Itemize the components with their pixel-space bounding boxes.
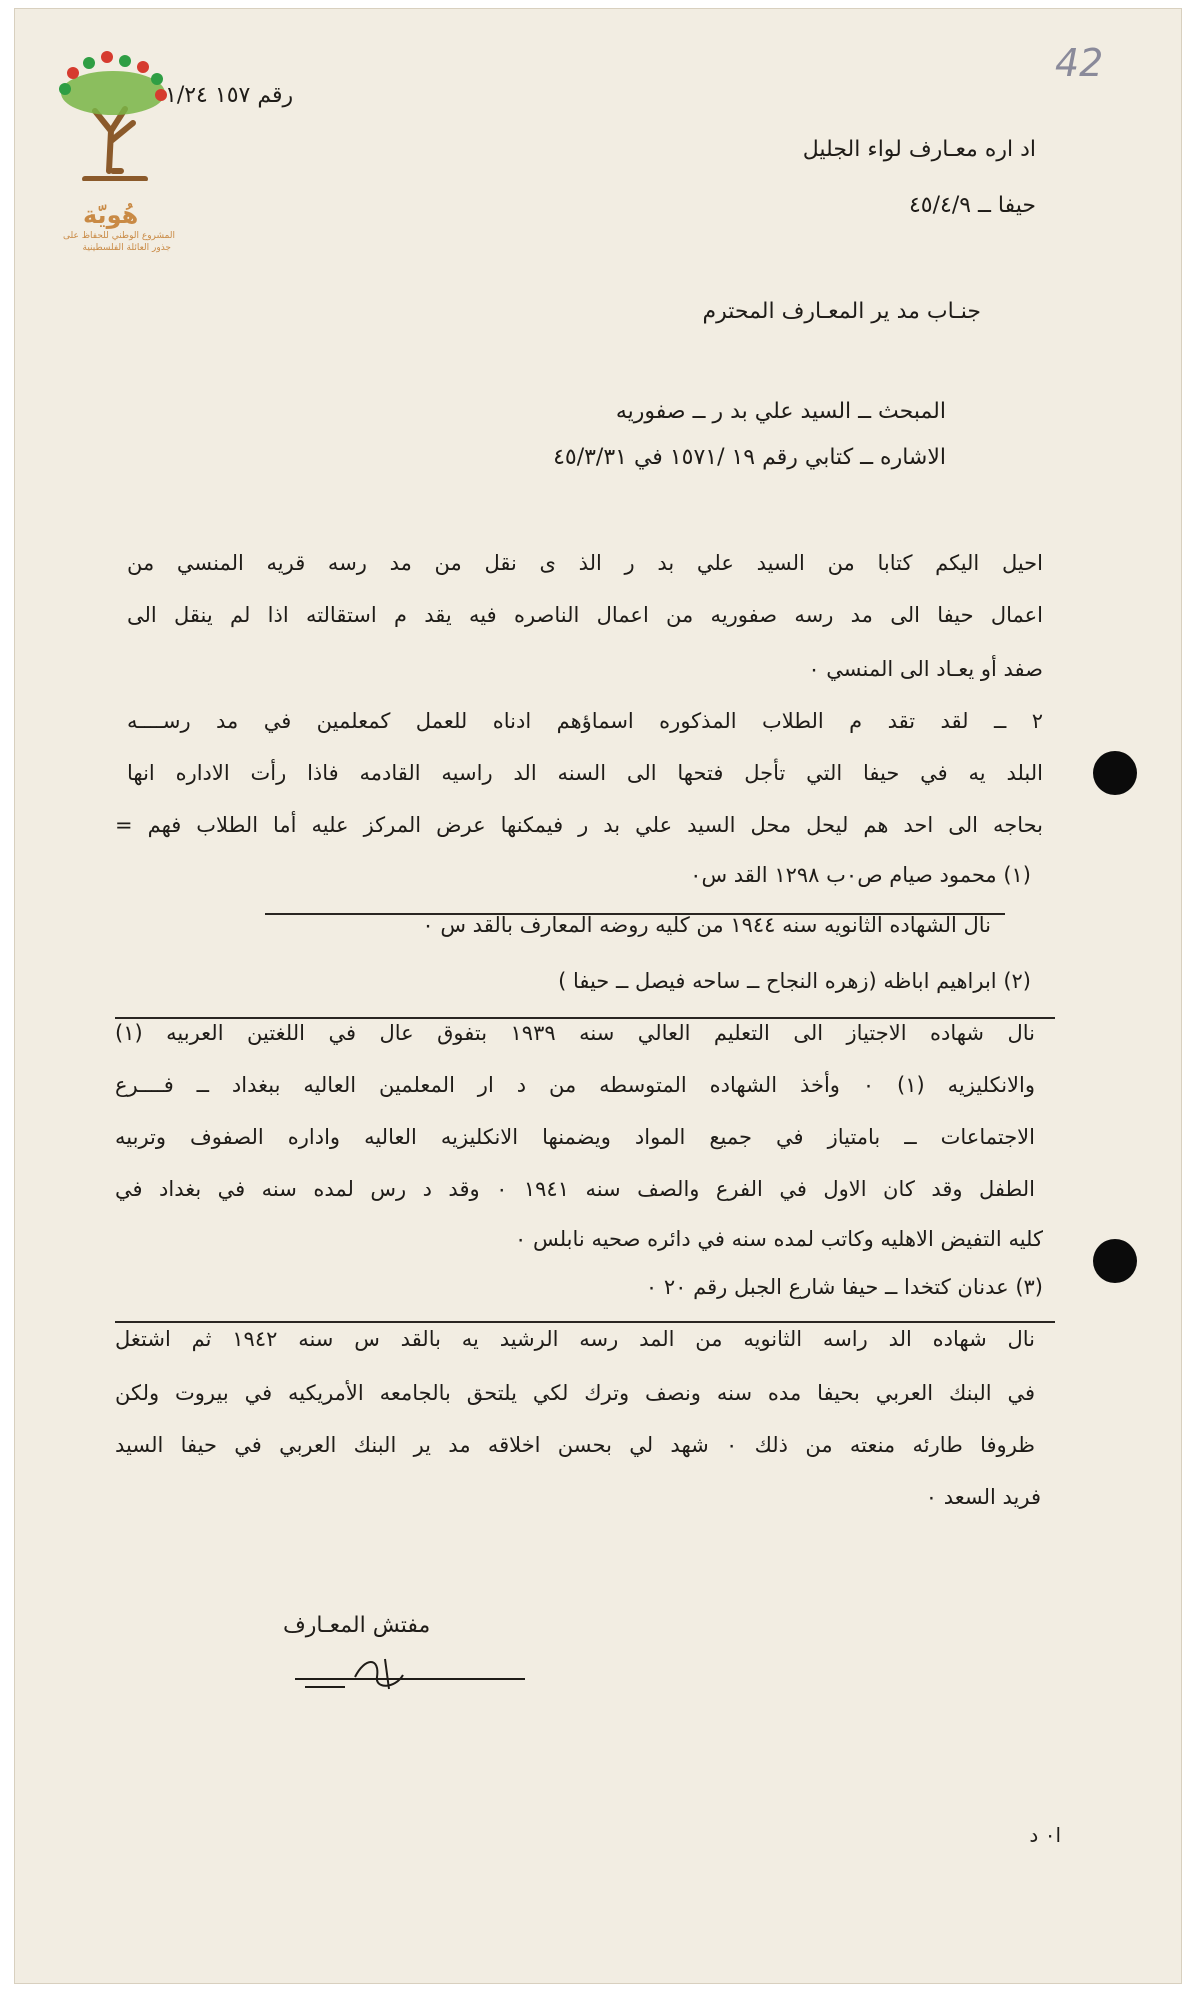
paragraph-2-line-2: البلد يه في حيفا التي تأجل فتحها الى السنه الد راسيه القادمه فاذا رأت الاداره انها [127,761,1043,785]
student-3-name: (٣) عدنان كتخدا ــ حيفا شارع الجبل رقم ٢٠ ٠ [645,1275,1043,1299]
document-page [14,8,1182,1984]
student-1-name: (١) محمود صيام ص٠ب ١٢٩٨ القد س٠ [690,863,1031,887]
reference-number: رقم ١٥٧ ١/٢٤ [165,83,294,108]
paragraph-1-line-3: صفد أو يعـاد الى المنسي ٠ [808,657,1043,681]
student-3-note-line-2: في البنك العربي بحيفا مده سنه ونصف وترك لكي يلتحق بالجامعه الأمريكيه في بيروت ولكن [115,1381,1035,1405]
student-2-note-line-5: كليه التفيض الاهليه وكاتب لمده سنه في دائره صحيه نابلس ٠ [515,1227,1043,1251]
signature-mark [285,1649,545,1699]
student-3-note-line-3: ظروفا طارئه منعته من ذلك ٠ شهد لي بحسن اخلاقه مد ير البنك العربي في حيفا السيد [115,1433,1035,1457]
punch-hole-top [1093,751,1137,795]
student-1-note: نال الشهاده الثانويه سنه ١٩٤٤ من كليه روضه المعارف بالقد س ٠ [422,913,991,937]
paragraph-2-line-1: ٢ ــ لقد تقد م الطلاب المذكوره اسماؤهم ادناه للعمل كمعلمين في مد رســــه [127,709,1043,733]
student-2-note-line-3: الاجتماعات ــ بامتياز في جميع المواد ويضمنها الانكليزيه العاليه واداره الصفوف وتربيه [115,1125,1035,1149]
student-2-note-line-1: نال شهاده الاجتياز الى التعليم العالي سنه ١٩٣٩ بتفوق عال في اللغتين العربيه (١) [115,1021,1035,1045]
punch-hole-bottom [1093,1239,1137,1283]
paragraph-1-line-1: احيل اليكم كتابا من السيد علي بد ر الذ ى نقل من مد رسه قريه المنسي من [127,551,1043,575]
logo-name: هُويّة [83,201,139,229]
paragraph-2-line-3: بحاجه الى احد هم ليحل محل السيد علي بد ر فيمكنها عرض المركز عليه أما الطلاب فهم = [115,813,1043,837]
office-name: اد اره معـارف لواء الجليل [802,137,1036,162]
tree-logo-icon [55,51,175,181]
student-3-note-line-1: نال شهاده الد راسه الثانويه من المد رسه الرشيد يه بالقد س سنه ١٩٤٢ ثم اشتغل [115,1327,1035,1351]
page-number-mark: 42 [1055,41,1104,85]
salutation: جنـاب مد ير المعـارف المحترم [702,299,981,324]
reference-line: الاشاره ــ كتابي رقم ١٩ /١٥٧١ في ٤٥/٣/٣١ [553,445,946,470]
paragraph-1-line-2: اعمال حيفا الى مد رسه صفوريه من اعمال الناصره فيه يقد م استقالته اذا لم ينقل الى [127,603,1043,627]
logo-tagline-2: جذور العائلة الفلسطينية [82,243,171,253]
logo [55,51,185,251]
signature-title: مفتش المعـارف [283,1613,431,1638]
student-2-rule [115,1017,1055,1019]
student-3-note-line-4: فريد السعد ٠ [925,1485,1041,1509]
student-3-rule [115,1321,1055,1323]
logo-tagline-1: المشروع الوطني للحفاظ على [62,231,175,241]
subject-line: المبحث ــ السيد علي بد ر ــ صفوريه [615,399,946,424]
header-date: حيفا ــ ٤٥/٤/٩ [908,193,1036,218]
student-2-note-line-4: الطفل وقد كان الاول في الفرع والصف سنه ١٩٤١ ٠ وقد د رس لمده سنه في بغداد في [115,1177,1035,1201]
typist-initials: ا٠ د [1029,1823,1061,1847]
student-2-name: (٢) ابراهيم اباظه (زهره النجاح ــ ساحه فيصل ــ حيفا ) [558,969,1031,993]
student-2-note-line-2: والانكليزيه (١) ٠ وأخذ الشهاده المتوسطه من د ار المعلمين العاليه ببغداد ــ فــــرع [115,1073,1035,1097]
